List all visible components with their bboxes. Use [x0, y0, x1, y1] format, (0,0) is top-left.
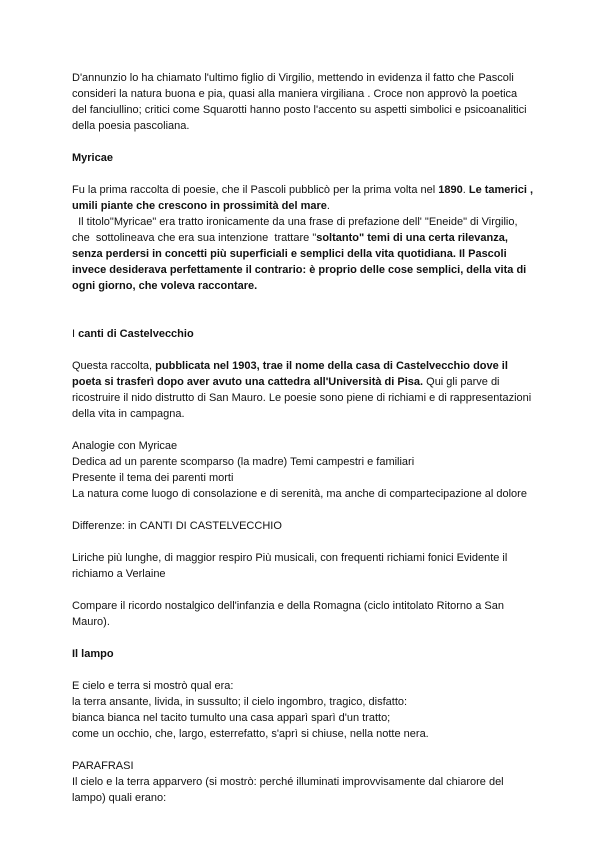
- poem-line: come un occhio, che, largo, esterrefatto, s'aprì si chiuse, nella notte nera.: [72, 728, 429, 740]
- tamerici-bold: Le tamerici , umili piante che crescono in prossimità del mare: [72, 184, 534, 212]
- parafrasi-paragraph: Il cielo e la terra apparvero (si mostrò: perché illuminati improvvisamente dal chiarore del lampo) quali erano:: [72, 776, 504, 804]
- text-run: Questa raccolta,: [72, 360, 156, 372]
- analogie-line: La natura come luogo di consolazione e di serenità, ma anche di compartecipazione al dolore: [72, 488, 527, 500]
- section-heading-myricae: [72, 150, 534, 166]
- heading-text: Il lampo: [72, 648, 114, 660]
- compare-paragraph: Compare il ricordo nostalgico dell'infanzia e della Romagna (ciclo intitolato Ritorno a San Mauro).: [72, 600, 504, 628]
- text-run: .: [326, 200, 330, 212]
- analogie-line: Analogie con Myricae: [72, 440, 178, 452]
- analogie-line: Presente il tema dei parenti morti: [72, 472, 234, 484]
- analogie-block: [72, 438, 534, 502]
- parafrasi-heading: PARAFRASI: [72, 760, 134, 772]
- heading-text: Myricae: [72, 152, 113, 164]
- poem-block: [72, 678, 534, 742]
- text-run: .: [462, 184, 469, 196]
- heading-prefix: I: [72, 328, 79, 340]
- text-run: Qui gli parve di ricostruire il nido distrutto di San Mauro. Le poesie sono piene di richiami e di rappresentazioni della vita in campagna.: [72, 376, 532, 420]
- poem-line: la terra ansante, livida, in sussulto; il cielo ingombro, tragico, disfatto:: [72, 696, 408, 708]
- differenze-line: Differenze: in CANTI DI CASTELVECCHIO: [72, 520, 282, 532]
- canti-bold: pubblicata nel 1903, trae il nome della casa di Castelvecchio dove il poeta si trasferì dopo aver avuto una cattedra all'Università di Pisa.: [72, 360, 508, 388]
- myricae-paragraph-1: [72, 182, 534, 214]
- analogie-line: Dedica ad un parente scomparso (la madre) Temi campestri e familiari: [72, 456, 415, 468]
- poem-line: bianca bianca nel tacito tumulto una casa apparì sparì d'un tratto;: [72, 712, 391, 724]
- section-heading-lampo: [72, 646, 534, 662]
- poem-line: E cielo e terra si mostrò qual era:: [72, 680, 234, 692]
- year-bold: 1890: [438, 184, 463, 196]
- heading-text: canti di Castelvecchio: [78, 328, 194, 340]
- canti-paragraph: [72, 358, 534, 422]
- section-heading-canti: [72, 326, 534, 342]
- text-run: Il titolo"Myricae" era tratto ironicamente da una frase di prefazione dell' "Eneide" di Virgilio, che sottolineava che era sua intenzione trattare ": [72, 216, 521, 244]
- text-run: Fu la prima raccolta di poesie, che il Pascoli pubblicò per la prima volta nel: [72, 184, 439, 196]
- intro-paragraph: D'annunzio lo ha chiamato l'ultimo figlio di Virgilio, mettendo in evidenza il fatto che Pascoli consideri la natura buona e pia, quasi alla maniera virgiliana . Croce non approvò la poetica del fanciullino; critici come Squarotti hanno posto l'accento su aspetti simbolici e psicoanalitici della poesia pascoliana.: [72, 72, 527, 132]
- myricae-bold: soltanto" temi di una certa rilevanza, senza perdersi in concetti più superficiali e semplici della vita quotidiana. Il Pascoli invece desiderava perfettamente il contrario: è proprio delle cose semplici, della vita di ogni giorno, che voleva raccontare.: [72, 232, 530, 292]
- myricae-paragraph-2: [72, 214, 534, 294]
- liriche-paragraph: Liriche più lunghe, di maggior respiro Più musicali, con frequenti richiami fonici Evidente il richiamo a Verlaine: [72, 552, 508, 580]
